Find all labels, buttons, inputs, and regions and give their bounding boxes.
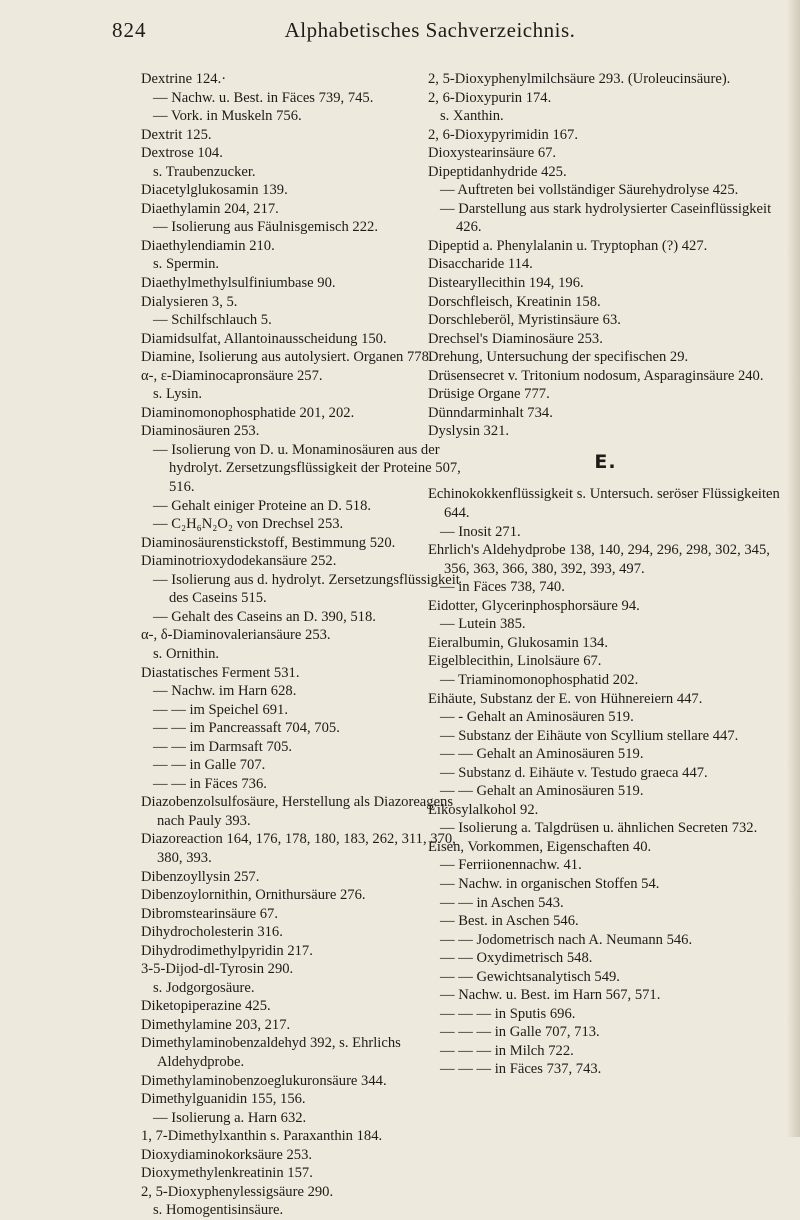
index-entry: Dextrine 124.· [141, 71, 227, 87]
index-entry: — Substanz d. Eihäute v. Testudo graeca 447. [440, 764, 708, 781]
index-entry: Diketopiperazine 425. [141, 998, 271, 1015]
index-entry: Disaccharide 114. [428, 256, 533, 273]
index-entry: Eigelblecithin, Linolsäure 67. [428, 653, 602, 670]
index-entry: 2, 5-Dioxyphenylmilchsäure 293. (Uroleucinsäure). [428, 71, 731, 87]
index-entry: — — — in Sputis 696. [440, 1005, 576, 1022]
index-entry: Dioxystearinsäure 67. [428, 145, 557, 162]
index-entry: — Inosit 271. [440, 523, 521, 540]
index-entry: Diaminomonophosphatide 201, 202. [141, 404, 355, 421]
index-entry: s. Xanthin. [440, 108, 504, 125]
index-entry: — Isolierung aus d. hydrolyt. Zersetzungsflüssigkeit des Caseins 515. [153, 571, 460, 607]
index-entry: — — Gehalt an Aminosäuren 519. [440, 746, 644, 763]
index-entry: Dioxydiaminokorksäure 253. [141, 1146, 313, 1163]
index-entry: 2, 5-Dioxyphenylessigsäure 290. [141, 1183, 334, 1200]
index-entry: α-, δ-Diaminovaleriansäure 253. [141, 627, 331, 644]
index-entry: Drehung, Untersuchung der specifischen 29. [428, 349, 689, 366]
index-entry: Dialysieren 3, 5. [141, 293, 238, 310]
index-entry: s. Spermin. [153, 256, 220, 273]
index-entry: — Nachw. u. Best. in Fäces 739, 745. [153, 89, 374, 106]
index-entry: — Isolierung a. Harn 632. [153, 1109, 307, 1126]
index-entry: — Gehalt des Caseins an D. 390, 518. [153, 608, 376, 625]
index-entry: Dipeptid a. Phenylalanin u. Tryptophan (?) 427. [428, 237, 708, 254]
index-entry: Diamine, Isolierung aus autolysiert. Organen 778. [141, 349, 433, 366]
index-entry: Dimethylaminobenzoeglukuronsäure 344. [141, 1072, 387, 1089]
index-entry: Diacetylglukosamin 139. [141, 182, 288, 199]
index-entry: Eihäute, Substanz der E. von Hühnereiern 447. [428, 690, 703, 707]
index-entry: Eidotter, Glycerinphosphorsäure 94. [428, 597, 640, 614]
index-entry: 2, 6-Dioxypurin 174. [428, 89, 552, 106]
index-entry: Dihydrocholesterin 316. [141, 924, 283, 941]
index-entry: — — in Fäces 736. [153, 775, 267, 792]
index-entry: — — in Galle 707. [153, 757, 266, 774]
index-entry: Echinokokkenflüssigkeit s. Untersuch. seröser Flüssigkeiten 644. [428, 486, 780, 522]
index-entry: — — im Pancreassaft 704, 705. [153, 720, 340, 737]
index-entry: 2, 6-Dioxypyrimidin 167. [428, 126, 578, 143]
index-entry: — Substanz der Eihäute von Scyllium stellare 447. [440, 727, 739, 744]
section-heading-e: E. [594, 450, 617, 473]
index-entry: Dimethylguanidin 155, 156. [141, 1091, 306, 1108]
page-edge-shadow [786, 0, 800, 1137]
index-entry: Diazoreaction 164, 176, 178, 180, 183, 262, 311, 370, 380, 393. [141, 831, 456, 866]
index-entry: Drüsensecret v. Tritonium nodosum, Asparaginsäure 240. [428, 367, 764, 384]
index-list-e [428, 485, 783, 1079]
index-entry: s. Homogentisinsäure. [153, 1202, 284, 1219]
index-entry: — in Fäces 738, 740. [440, 579, 565, 596]
index-entry: — Isolierung von D. u. Monaminosäuren aus der hydrolyt. Zersetzungsflüssigkeit der Proteine 507, 516. [153, 441, 461, 496]
index-entry: s. Lysin. [153, 386, 203, 403]
index-entry: — Nachw. in organischen Stoffen 54. [440, 875, 660, 892]
index-entry: Diazobenzolsulfosäure, Herstellung als Diazoreagens nach Pauly 393. [141, 794, 454, 829]
index-entry: — Nachw. im Harn 628. [153, 683, 297, 700]
index-entry: Dibromstearinsäure 67. [141, 905, 278, 922]
index-entry: — Lutein 385. [440, 616, 526, 633]
index-entry: Dextrit 125. [141, 126, 212, 143]
index-entry: — — im Darmsaft 705. [153, 738, 293, 755]
index-entry: 1, 7-Dimethylxanthin s. Paraxanthin 184. [141, 1128, 383, 1145]
index-entry: Diamidsulfat, Allantoinausscheidung 150. [141, 330, 387, 347]
index-entry: Dorschfleisch, Kreatinin 158. [428, 293, 601, 310]
index-entry: — — Gehalt an Aminosäuren 519. [440, 783, 644, 800]
index-entry: Drechsel's Diaminosäure 253. [428, 330, 603, 347]
index-entry: Diastatisches Ferment 531. [141, 664, 300, 681]
index-entry: — — — in Milch 722. [440, 1042, 574, 1059]
index-entry: — Isolierung aus Fäulnisgemisch 222. [153, 219, 378, 236]
index-entry: — Darstellung aus stark hydrolysierter Caseinflüssigkeit 426. [440, 200, 772, 236]
index-entry: Dipeptidanhydride 425. [428, 163, 567, 180]
index-entry: Diaminosäuren 253. [141, 423, 260, 440]
index-entry: — — im Speichel 691. [153, 701, 288, 718]
index-entry: Dimethylaminobenzaldehyd 392, s. Ehrlichs Aldehydprobe. [141, 1035, 401, 1070]
index-entry: Dioxymethylenkreatinin 157. [141, 1165, 313, 1182]
index-column-right [428, 70, 783, 1079]
index-entry: — Nachw. u. Best. im Harn 567, 571. [440, 987, 661, 1004]
index-entry: Dorschleberöl, Myristinsäure 63. [428, 312, 621, 329]
page-header [0, 18, 800, 48]
index-entry: — Gehalt einiger Proteine an D. 518. [153, 497, 372, 514]
index-entry: Diaethylamin 204, 217. [141, 200, 279, 217]
index-entry: Dyslysin 321. [428, 423, 510, 440]
index-entry: s. Ornithin. [153, 645, 220, 662]
index-entry: α-, ε-Diaminocapronsäure 257. [141, 367, 323, 384]
index-entry: — - Gehalt an Aminosäuren 519. [440, 709, 634, 726]
index-entry: Dimethylamine 203, 217. [141, 1016, 291, 1033]
index-entry: — C₂H₆N₂O₂ von Drechsel 253. [153, 516, 344, 533]
index-entry: Diaminotrioxydodekansäure 252. [141, 553, 337, 570]
index-entry: — Schilfschlauch 5. [153, 312, 272, 329]
index-entry: Ehrlich's Aldehydprobe 138, 140, 294, 296, 298, 302, 345, 356, 363, 366, 380, 392, 393, 497. [428, 542, 770, 577]
index-entry: — Isolierung a. Talgdrüsen u. ähnlichen Secreten 732. [440, 820, 758, 837]
index-entry: — — Gewichtsanalytisch 549. [440, 968, 620, 985]
index-entry: — Auftreten bei vollständiger Säurehydrolyse 425. [440, 182, 739, 199]
index-entry: Diaminosäurenstickstoff, Bestimmung 520. [141, 534, 396, 551]
index-entry: — Ferriionennachw. 41. [440, 857, 582, 874]
index-entry: — — Jodometrisch nach A. Neumann 546. [440, 931, 693, 948]
index-entry: — — — in Galle 707, 713. [440, 1024, 600, 1041]
index-entry: Distearyllecithin 194, 196. [428, 275, 584, 292]
index-entry: Diaethylendiamin 210. [141, 237, 275, 254]
index-entry: Dibenzoyllysin 257. [141, 868, 260, 885]
index-entry: 3-5-Dijod-dl-Tyrosin 290. [141, 961, 294, 978]
index-entry: s. Jodgorgosäure. [153, 979, 255, 996]
index-entry: Dünndarminhalt 734. [428, 404, 553, 421]
index-entry: — Triaminomonophosphatid 202. [440, 671, 639, 688]
index-entry: s. Traubenzucker. [153, 163, 256, 180]
index-entry: — Vork. in Muskeln 756. [153, 108, 302, 125]
page-number: 824 [112, 18, 147, 42]
index-entry: Eieralbumin, Glukosamin 134. [428, 634, 608, 651]
index-entry: Eisen, Vorkommen, Eigenschaften 40. [428, 838, 652, 855]
index-entry: — — Oxydimetrisch 548. [440, 950, 593, 967]
index-entry: Dextrose 104. [141, 145, 223, 162]
page-title: Alphabetisches Sachverzeichnis. [284, 18, 576, 42]
index-list-d-continued [428, 70, 783, 441]
index-entry: Drüsige Organe 777. [428, 386, 550, 403]
index-entry: Eikosylalkohol 92. [428, 801, 539, 818]
index-entry: Dibenzoylornithin, Ornithursäure 276. [141, 887, 366, 904]
index-entry: — — — in Fäces 737, 743. [440, 1061, 602, 1078]
index-entry: — — in Aschen 543. [440, 894, 564, 911]
index-entry: Diaethylmethylsulfiniumbase 90. [141, 275, 336, 292]
index-entry: — Best. in Aschen 546. [440, 913, 579, 930]
index-entry: Dihydrodimethylpyridin 217. [141, 942, 313, 959]
